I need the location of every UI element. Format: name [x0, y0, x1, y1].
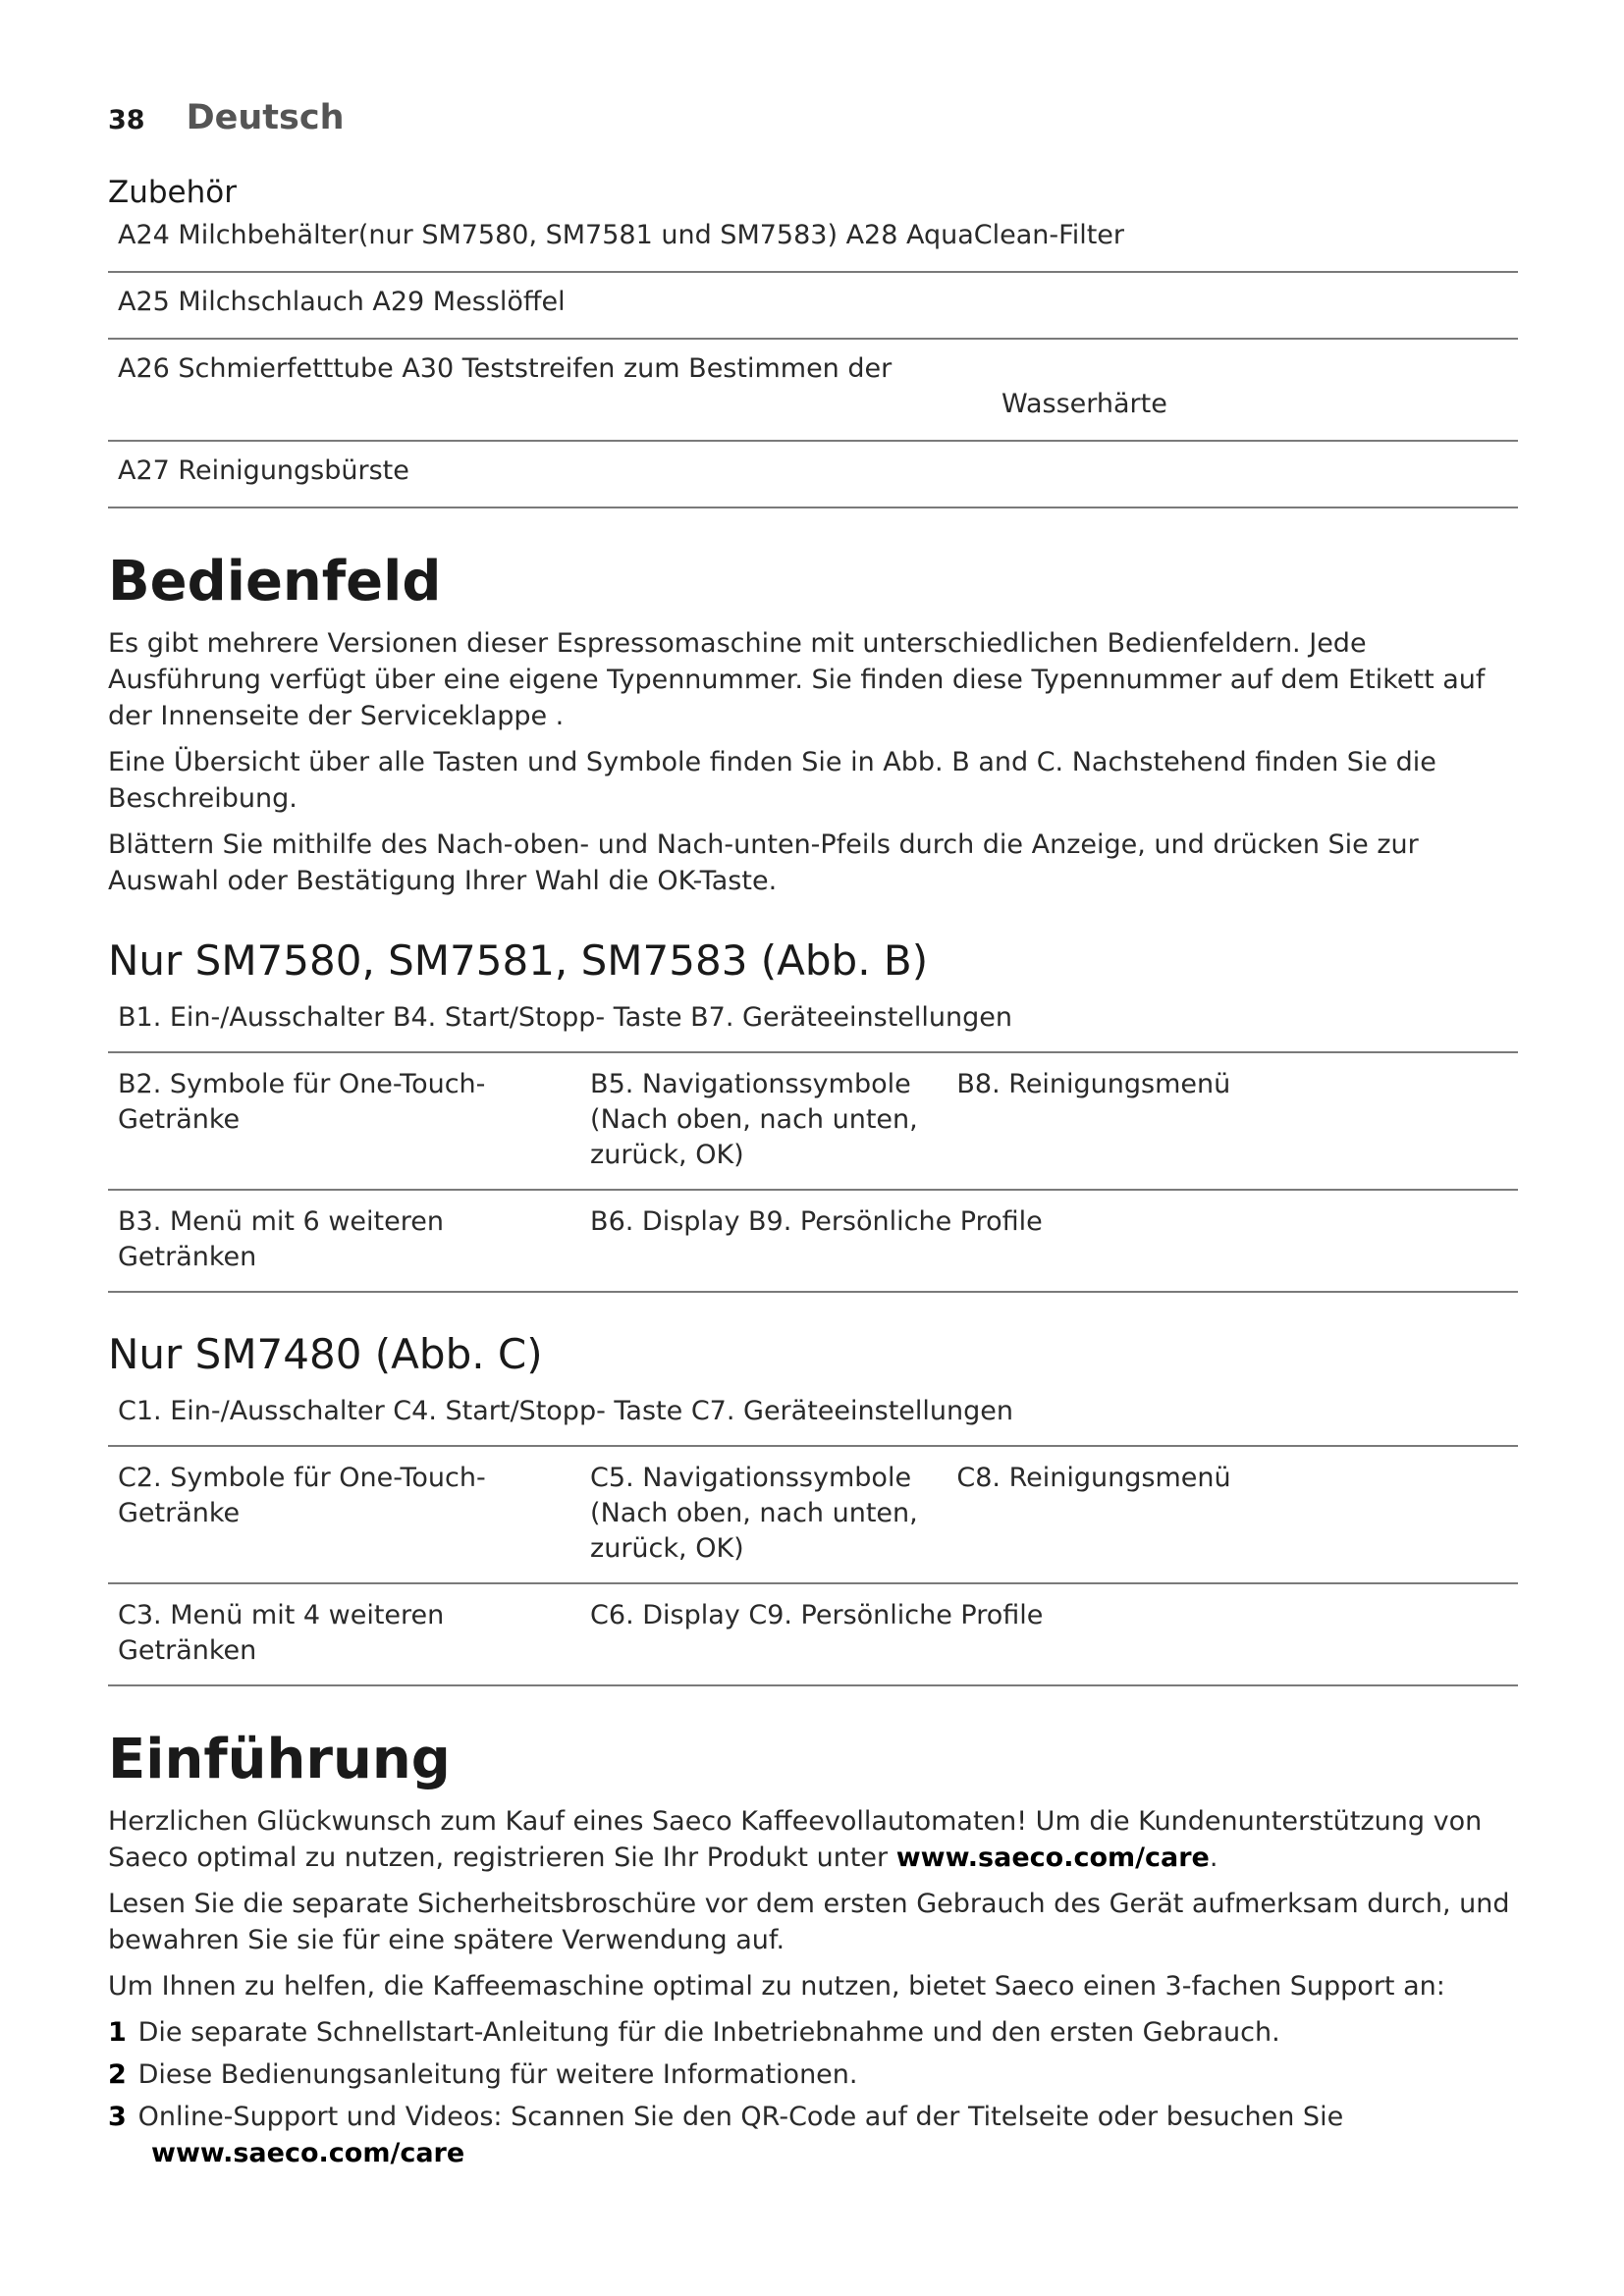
- table-cell: B2. Symbole für One-Touch-Getränke: [118, 1069, 486, 1135]
- care-link[interactable]: www.saeco.com/care: [895, 1842, 1210, 1873]
- table-cell: C8. Reinigungsmenü: [956, 1463, 1231, 1493]
- page-header: [108, 98, 1518, 137]
- table-cell: B3. Menü mit 6 weiteren Getränken: [118, 1206, 444, 1272]
- accessories-table: [108, 216, 1518, 508]
- control-panel-heading: Bedienfeld: [108, 550, 442, 614]
- table-row: [108, 998, 1518, 1052]
- page-language: Deutsch: [186, 98, 345, 137]
- table-row: [108, 1583, 1518, 1685]
- list-text: Diese Bedienungsanleitung für weitere Informationen.: [137, 2059, 858, 2090]
- section-c-table: [108, 1392, 1518, 1686]
- list-text: Online-Support und Videos: Scannen Sie den QR-Code auf der Titelseite oder besuchen Sie: [137, 2102, 1344, 2132]
- paragraph-text: Herzlichen Glückwunsch zum Kauf eines Saeco Kaffeevollautomaten! Um die Kundenunterstützung von Saeco optimal zu nutzen, registrieren Sie Ihr Produkt unter: [108, 1806, 1483, 1873]
- section-c-heading: Nur SM7480 (Abb. C): [108, 1330, 543, 1378]
- list-text: Die separate Schnellstart-Anleitung für die Inbetriebnahme und den ersten Gebrauch.: [137, 2017, 1280, 2048]
- section-b-table: [108, 998, 1518, 1293]
- section-b-heading: Nur SM7580, SM7581, SM7583 (Abb. B): [108, 936, 929, 985]
- table-cell: B1. Ein-/Ausschalter B4. Start/Stopp- Taste B7. Geräteeinstellungen: [118, 1002, 1012, 1033]
- list-number: 1: [108, 2017, 127, 2048]
- table-cell: C5. Navigationssymbole (Nach oben, nach unten, zurück, OK): [590, 1463, 918, 1564]
- care-link[interactable]: www.saeco.com/care: [151, 2138, 465, 2168]
- table-row: [108, 1190, 1518, 1292]
- paragraph: Es gibt mehrere Versionen dieser Espressomaschine mit unterschiedlichen Bedienfeldern. Jede Ausführung verfügt über eine eigene Typennummer. Sie finden diese Typennummer auf dem Etikett auf der Innenseite der Serviceklappe .: [108, 628, 1486, 731]
- table-row: [108, 1446, 1518, 1583]
- table-row: [108, 441, 1518, 507]
- table-cell: A27 Reinigungsbürste: [118, 455, 409, 486]
- table-row: [108, 1392, 1518, 1446]
- table-row: [108, 339, 1518, 441]
- table-cell: C2. Symbole für One-Touch-Getränke: [118, 1463, 486, 1528]
- table-cell: C3. Menü mit 4 weiteren Getränken: [118, 1600, 445, 1666]
- paragraph: Eine Übersicht über alle Tasten und Symbole finden Sie in Abb. B and C. Nachstehend finden Sie die Beschreibung.: [108, 747, 1436, 814]
- paragraph: Um Ihnen zu helfen, die Kaffeemaschine optimal zu nutzen, bietet Saeco einen 3-fachen Support an:: [108, 1971, 1445, 2002]
- table-cell-text: A26 Schmierfetttube A30 Teststreifen zum Bestimmen der: [118, 353, 893, 384]
- introduction-heading: Einführung: [108, 1728, 451, 1791]
- table-cell: B5. Navigationssymbole (Nach oben, nach unten, zurück, OK): [590, 1069, 918, 1170]
- page-number: 38: [108, 105, 145, 135]
- table-row: [108, 216, 1518, 272]
- document-page: [108, 98, 1518, 2177]
- support-list: [108, 2014, 1518, 2171]
- table-cell: C1. Ein-/Ausschalter C4. Start/Stopp- Taste C7. Geräteeinstellungen: [118, 1396, 1013, 1426]
- list-number: 2: [108, 2059, 127, 2090]
- list-item: [108, 2056, 1518, 2093]
- table-cell: C6. Display C9. Persönliche Profile: [590, 1600, 1044, 1630]
- list-item: [108, 2014, 1518, 2051]
- list-item: [108, 2099, 1518, 2171]
- table-row: [108, 1052, 1518, 1190]
- table-cell: A25 Milchschlauch A29 Messlöffel: [118, 287, 566, 317]
- table-cell: [108, 339, 1518, 441]
- accessories-heading: Zubehör: [108, 175, 237, 210]
- table-cell: A24 Milchbehälter(nur SM7580, SM7581 und SM7583) A28 AquaClean-Filter: [118, 220, 1124, 250]
- paragraph: Lesen Sie die separate Sicherheitsbroschüre vor dem ersten Gebrauch des Gerät aufmerksam durch, und bewahren Sie sie für eine spätere Verwendung auf.: [108, 1889, 1510, 1955]
- table-cell-continuation: Wasserhärte: [1001, 389, 1167, 419]
- paragraph-end: .: [1209, 1842, 1218, 1873]
- table-cell: B8. Reinigungsmenü: [956, 1069, 1231, 1099]
- list-number: 3: [108, 2102, 127, 2132]
- table-row: [108, 272, 1518, 339]
- paragraph: [108, 1803, 1518, 1876]
- paragraph: Blättern Sie mithilfe des Nach-oben- und Nach-unten-Pfeils durch die Anzeige, und drücken Sie zur Auswahl oder Bestätigung Ihrer Wahl die OK-Taste.: [108, 829, 1419, 896]
- table-cell: B6. Display B9. Persönliche Profile: [590, 1206, 1043, 1237]
